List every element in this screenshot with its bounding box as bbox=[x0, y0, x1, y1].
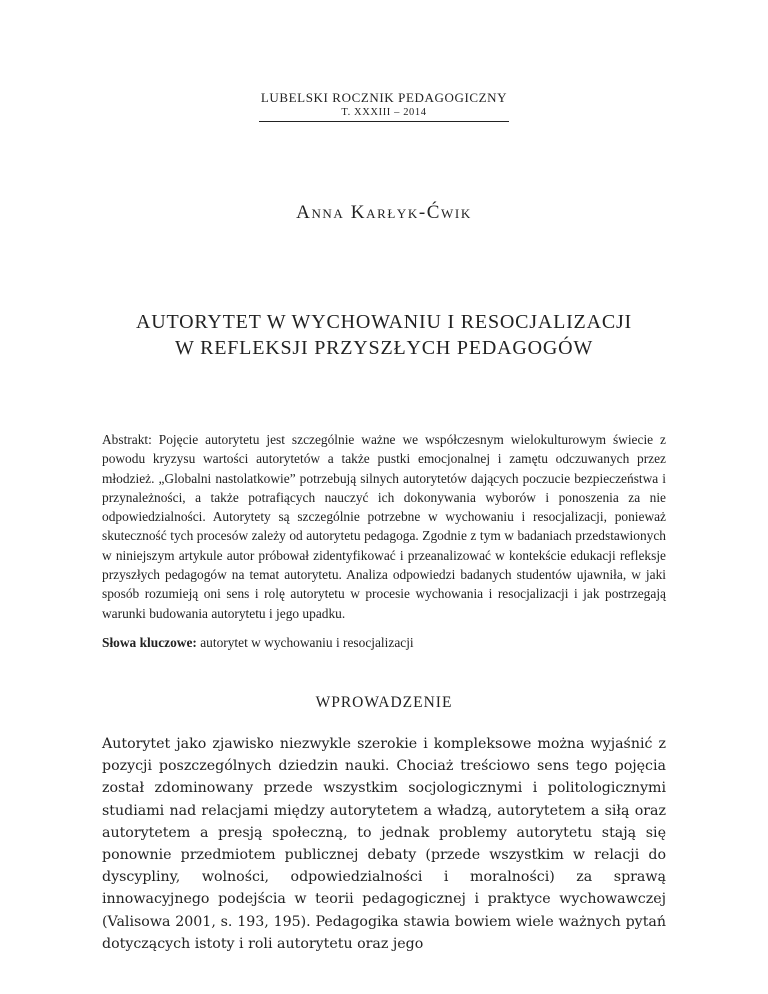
section-heading: WPROWADZENIE bbox=[315, 694, 453, 711]
body-paragraph: Autorytet jako zjawisko niezwykle szerokie i kompleksowe można wyjaśnić z pozycji poszczególnych dziedzin nauki. Chociaż treściowo sens tego pojęcia został zdominowany przede wszystkim socjologicznymi i politologicznymi studiami nad relacjami między autorytetem a władzą, autorytetem a siłą oraz autorytetem a presją społeczną, to jednak problemy autorytetu stają się ponownie przedmiotem publicznej debaty (przede wszystkim w relacji do dyscypliny, wolności, odpowiedzialności i moralności) za sprawą innowacyjnego podejścia w teorii pedagogicznej i praktyce wychowawczej (Valisowa 2001, s. 193, 195). Pedagogika stawia bowiem wiele ważnych pytań dotyczących istoty i roli autorytetu oraz jego bbox=[102, 736, 666, 952]
journal-header bbox=[0, 90, 768, 122]
keywords-value: autorytet w wychowaniu i resocjalizacji bbox=[200, 635, 414, 650]
abstract: Abstrakt: Pojęcie autorytetu jest szczególnie ważne we współczesnym wielokulturowym świecie z powodu kryzysu wartości autorytetów a także pustki emocjonalnej i zamętu odczuwanych przez młodzież. „Globalni nastolatkowie” potrzebują silnych autorytetów dających poczucie bezpieczeństwa i przynależności, a także potrafiących nauczyć ich dokonywania wyborów i ponoszenia za nie odpowiedzialności. Autorytety są szczególnie potrzebne w wychowaniu i resocjalizacji, ponieważ skuteczność tych procesów zależy od autorytetu pedagoga. Zgodnie z tym w badaniach przedstawionych w niniejszym artykule autor próbował zidentyfikować i przeanalizować w kontekście edukacji refleksje przyszłych pedagogów na temat autorytetu. Analiza odpowiedzi badanych studentów ujawniła, w jaki sposób rozumieją oni sens i rolę autorytetu w procesie wychowania i resocjalizacji i jak postrzegają warunki budowania autorytetu i jego upadku. bbox=[102, 432, 666, 621]
title-line-1: AUTORYTET W WYCHOWANIU I RESOCJALIZACJI bbox=[135, 311, 632, 333]
journal-volume: T. XXXIII – 2014 bbox=[341, 107, 427, 118]
keywords bbox=[102, 633, 666, 652]
keywords-label: Słowa kluczowe: bbox=[102, 635, 197, 650]
header-rule bbox=[259, 121, 509, 122]
title-line-2: W REFLEKSJI PRZYSZŁYCH PEDAGOGÓW bbox=[174, 337, 594, 359]
article-title bbox=[0, 309, 768, 361]
journal-name: LUBELSKI ROCZNIK PEDAGOGICZNY bbox=[260, 90, 508, 105]
author-name: Anna Karłyk-Ćwik bbox=[296, 202, 472, 223]
